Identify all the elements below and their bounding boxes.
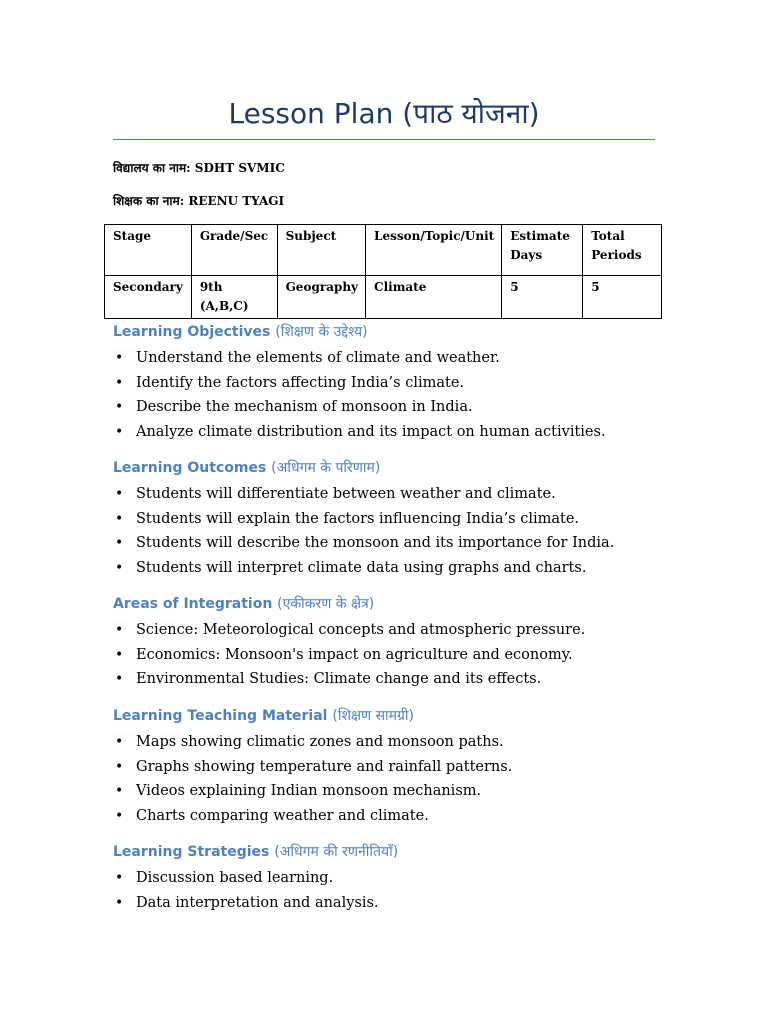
bullet-icon: •	[115, 622, 124, 638]
teacher-name-line	[113, 193, 284, 209]
outcomes-list	[113, 482, 673, 580]
table-cell: 5	[502, 276, 583, 319]
objectives-list	[113, 346, 673, 444]
school-name-value: SDHT SVMIC	[194, 161, 285, 175]
table-cell: Geography	[277, 276, 365, 319]
bullet-icon: •	[115, 535, 124, 551]
table-header-cell: Subject	[277, 225, 365, 276]
section-heading	[113, 594, 673, 614]
strategies-list	[113, 866, 673, 915]
section-heading-hindi: (शिक्षण सामग्री)	[332, 708, 415, 724]
section-heading-text: Learning Teaching Material	[113, 708, 328, 724]
list-item-text: Videos explaining Indian monsoon mechanism.	[136, 783, 482, 799]
table-header-row	[105, 225, 662, 276]
section-heading-hindi: (अधिगम के परिणाम)	[271, 460, 381, 476]
list-item-text: Describe the mechanism of monsoon in India.	[136, 399, 473, 415]
table-cell: Climate	[366, 276, 502, 319]
section-heading	[113, 706, 673, 726]
teaching-material-section	[113, 706, 673, 828]
table-header-cell: Lesson/Topic/Unit	[366, 225, 502, 276]
section-heading-hindi: (शिक्षण के उद्देश्य)	[275, 324, 368, 340]
teacher-name-label: शिक्षक का नाम:	[113, 194, 185, 208]
section-heading	[113, 458, 673, 478]
bullet-icon: •	[115, 559, 124, 576]
integration-list	[113, 618, 673, 692]
list-item	[113, 667, 673, 692]
bullet-icon: •	[115, 646, 124, 663]
bullet-icon: •	[115, 399, 124, 415]
teacher-name-value: REENU TYAGI	[188, 194, 285, 208]
section-heading-text: Areas of Integration	[113, 596, 273, 612]
list-item-text: Identify the factors affecting India’s climate.	[136, 374, 465, 391]
list-item-text: Students will interpret climate data using graphs and charts.	[136, 559, 587, 576]
section-heading	[113, 322, 673, 342]
list-item	[113, 507, 673, 532]
list-item	[113, 531, 673, 556]
list-item-text: Maps showing climatic zones and monsoon paths.	[136, 734, 504, 750]
bullet-icon: •	[115, 671, 124, 687]
list-item	[113, 346, 673, 371]
list-item	[113, 755, 673, 780]
list-item-text: Charts comparing weather and climate.	[136, 807, 429, 824]
list-item	[113, 866, 673, 891]
section-heading-hindi: (एकीकरण के क्षेत्र)	[277, 596, 375, 612]
bullet-icon: •	[115, 894, 124, 911]
table-row	[105, 276, 662, 319]
list-item	[113, 371, 673, 396]
bullet-icon: •	[115, 374, 124, 391]
table-cell: 5	[583, 276, 662, 319]
section-heading-hindi: (अधिगम की रणनीतियाँ)	[274, 844, 399, 860]
areas-of-integration-section	[113, 594, 673, 692]
table-cell: Secondary	[105, 276, 192, 319]
material-list	[113, 730, 673, 828]
table-cell: 9th (A,B,C)	[191, 276, 277, 319]
bullet-icon: •	[115, 783, 124, 799]
list-item	[113, 779, 673, 804]
list-item	[113, 730, 673, 755]
section-heading-text: Learning Objectives	[113, 324, 271, 340]
bullet-icon: •	[115, 807, 124, 824]
school-name-label: विद्यालय का नाम:	[113, 161, 191, 175]
list-item	[113, 643, 673, 668]
list-item	[113, 482, 673, 507]
list-item-text: Economics: Monsoon's impact on agriculture and economy.	[136, 646, 573, 663]
list-item	[113, 804, 673, 829]
school-name-line	[113, 160, 285, 176]
list-item-text: Students will describe the monsoon and its importance for India.	[136, 535, 615, 551]
list-item-text: Students will explain the factors influencing India’s climate.	[136, 510, 580, 527]
title-underline	[113, 139, 655, 140]
bullet-icon: •	[115, 510, 124, 527]
table-header-cell: Stage	[105, 225, 192, 276]
table-header-cell: Estimate Days	[502, 225, 583, 276]
list-item	[113, 556, 673, 581]
list-item-text: Students will differentiate between weather and climate.	[136, 486, 556, 502]
list-item-text: Data interpretation and analysis.	[136, 894, 379, 911]
table-header-cell: Grade/Sec	[191, 225, 277, 276]
section-heading	[113, 842, 673, 862]
list-item-text: Environmental Studies: Climate change and its effects.	[136, 671, 542, 687]
page-title: Lesson Plan (पाठ योजना)	[228, 97, 540, 130]
learning-outcomes-section	[113, 458, 673, 580]
list-item	[113, 618, 673, 643]
section-heading-text: Learning Strategies	[113, 844, 270, 860]
list-item	[113, 891, 673, 916]
learning-strategies-section	[113, 842, 673, 915]
bullet-icon: •	[115, 423, 124, 440]
list-item-text: Discussion based learning.	[136, 870, 334, 886]
bullet-icon: •	[115, 734, 124, 750]
list-item-text: Understand the elements of climate and weather.	[136, 350, 500, 366]
list-item	[113, 420, 673, 445]
list-item-text: Analyze climate distribution and its impact on human activities.	[136, 423, 606, 440]
bullet-icon: •	[115, 870, 124, 886]
list-item-text: Graphs showing temperature and rainfall patterns.	[136, 758, 513, 775]
lesson-info-table	[104, 224, 662, 319]
list-item	[113, 395, 673, 420]
table-header-cell: Total Periods	[583, 225, 662, 276]
section-heading-text: Learning Outcomes	[113, 460, 267, 476]
bullet-icon: •	[115, 350, 124, 366]
bullet-icon: •	[115, 758, 124, 775]
learning-objectives-section	[113, 322, 673, 444]
list-item-text: Science: Meteorological concepts and atmospheric pressure.	[136, 622, 586, 638]
bullet-icon: •	[115, 486, 124, 502]
